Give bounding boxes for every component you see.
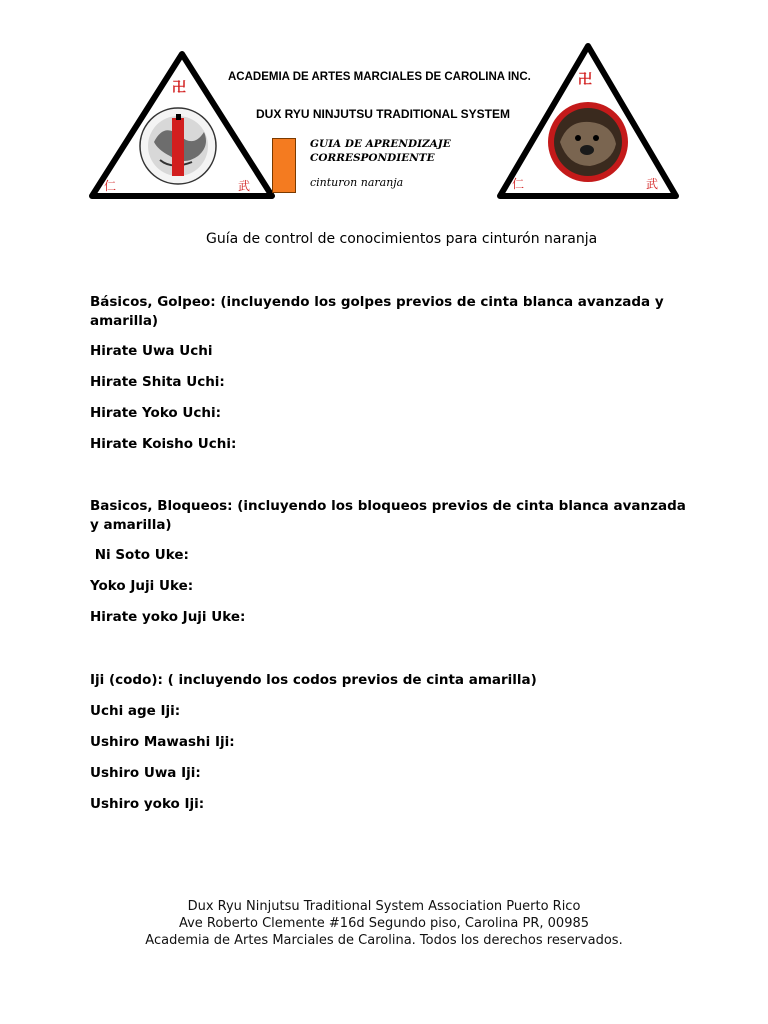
footer-line-3: Academia de Artes Marciales de Carolina. Todos los derechos reservados. bbox=[145, 933, 623, 948]
guide-line-1: GUIA DE APRENDIZAJE bbox=[310, 138, 451, 150]
list-item: Ushiro Uwa Iji: bbox=[90, 765, 201, 781]
svg-text:仁: 仁 bbox=[104, 179, 117, 193]
letterhead bbox=[0, 0, 768, 215]
svg-text:武: 武 bbox=[238, 179, 251, 193]
belt-name: cinturon naranja bbox=[310, 176, 404, 189]
svg-text:武: 武 bbox=[646, 177, 659, 191]
list-item: Ushiro yoko Iji: bbox=[90, 796, 205, 812]
list-item: Ushiro Mawashi Iji: bbox=[90, 734, 235, 750]
svg-text:卍: 卍 bbox=[172, 80, 186, 96]
list-item: Hirate Uwa Uchi bbox=[90, 343, 213, 359]
svg-text:卍: 卍 bbox=[578, 72, 592, 88]
list-item: Hirate Koisho Uchi: bbox=[90, 436, 237, 452]
list-item: Hirate Yoko Uchi: bbox=[90, 405, 222, 421]
section-intro-bloqueos: Basicos, Bloqueos: (incluyendo los bloqueos previos de cinta blanca avanzada y amarilla) bbox=[90, 498, 686, 533]
footer-line-2: Ave Roberto Clemente #16d Segundo piso, Carolina PR, 00985 bbox=[178, 916, 590, 931]
list-item: Yoko Juji Uke: bbox=[90, 578, 194, 594]
footer-line-1: Dux Ryu Ninjutsu Traditional System Association Puerto Rico bbox=[187, 899, 581, 914]
page-subtitle: Guía de control de conocimientos para cinturón naranja bbox=[206, 231, 598, 247]
section-intro-golpeo: Básicos, Golpeo: (incluyendo los golpes previos de cinta blanca avanzada y amarilla) bbox=[90, 294, 664, 329]
system-title: DUX RYU NINJUTSU TRADITIONAL SYSTEM bbox=[256, 107, 511, 121]
bear-emblem bbox=[496, 42, 680, 200]
list-item: Hirate yoko Juji Uke: bbox=[90, 609, 246, 625]
footer bbox=[0, 898, 768, 949]
list-item: Ni Soto Uke: bbox=[90, 547, 189, 563]
list-item: Uchi age Iji: bbox=[90, 703, 181, 719]
guide-line-2: CORRESPONDIENTE bbox=[310, 152, 435, 164]
guide-heading bbox=[310, 137, 451, 165]
belt-color-swatch bbox=[272, 138, 296, 193]
academy-title: ACADEMIA DE ARTES MARCIALES DE CAROLINA INC. bbox=[228, 71, 531, 83]
list-item: Hirate Shita Uchi: bbox=[90, 374, 225, 390]
section-intro-iji: Iji (codo): ( incluyendo los codos previos de cinta amarilla) bbox=[90, 672, 537, 688]
svg-text:仁: 仁 bbox=[512, 177, 525, 191]
